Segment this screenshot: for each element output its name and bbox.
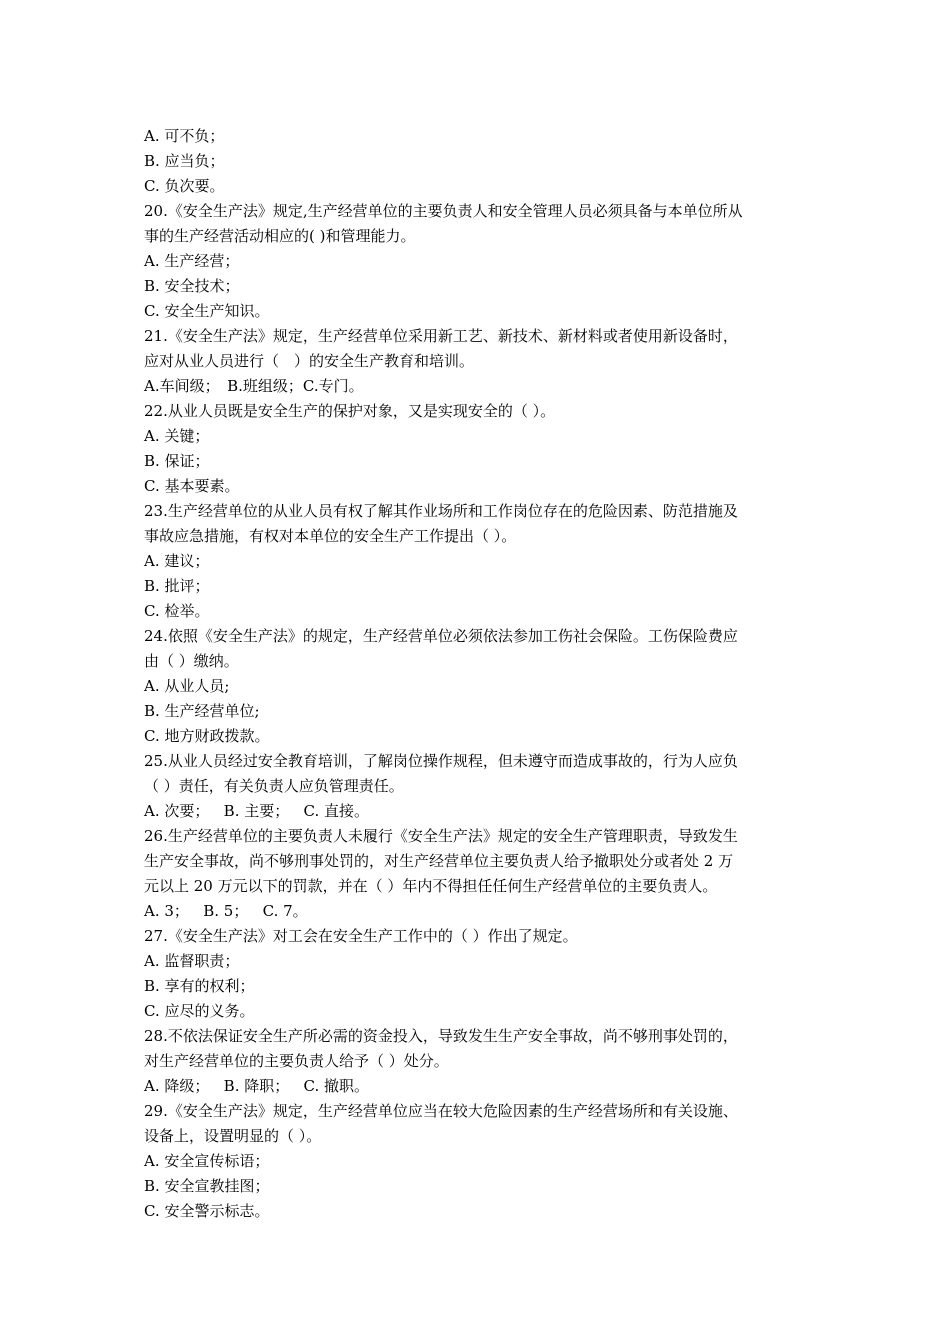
option-line: B. 批评； — [144, 577, 210, 595]
option-line: B. 享有的权利； — [144, 977, 255, 995]
question-20-line-2: 事的生产经营活动相应的( )和管理能力。 — [144, 227, 416, 245]
question-24-line-1: 24.依照《安全生产法》的规定，生产经营单位必须依法参加工伤社会保险。工伤保险费应 — [144, 627, 738, 645]
question-23-line-2: 事故应急措施，有权对本单位的安全生产工作提出（ ）。 — [144, 527, 517, 545]
option-line: A. 安全宣传标语； — [144, 1152, 270, 1170]
option-line: A. 可不负； — [144, 127, 225, 145]
option-line: C. 安全警示标志。 — [144, 1202, 270, 1220]
question-26-line-3: 元以上 20 万元以下的罚款，并在（ ）年内不得担任任何生产经营单位的主要负责人。 — [144, 877, 718, 895]
option-line: B. 安全技术； — [144, 277, 240, 295]
option-line: A. 降级； B. 降职； C. 撤职。 — [144, 1077, 370, 1095]
question-25-line-1: 25.从业人员经过安全教育培训，了解岗位操作规程，但未遵守而造成事故的，行为人应负 — [144, 752, 738, 770]
option-line: B. 安全宣教挂图； — [144, 1177, 270, 1195]
document-page — [144, 124, 814, 1224]
question-21-line-2: 应对从业人员进行（ ）的安全生产教育和培训。 — [144, 352, 475, 370]
option-line: C. 应尽的义务。 — [144, 1002, 255, 1020]
option-line: C. 地方财政拨款。 — [144, 727, 270, 745]
question-28-line-1: 28.不依法保证安全生产所必需的资金投入，导致发生生产安全事故，尚不够刑事处罚的， — [144, 1027, 738, 1045]
option-line: A. 次要； B. 主要； C. 直接。 — [144, 802, 370, 820]
option-line: A. 3； B. 5； C. 7。 — [144, 902, 308, 920]
option-line: A. 生产经营； — [144, 252, 240, 270]
question-22-line-1: 22.从业人员既是安全生产的保护对象，又是实现安全的（ ）。 — [144, 402, 556, 420]
question-20-line-1: 20.《安全生产法》规定,生产经营单位的主要负责人和安全管理人员必须具备与本单位所从 — [144, 202, 743, 220]
option-line: C. 安全生产知识。 — [144, 302, 270, 320]
option-line: A. 建议； — [144, 552, 210, 570]
option-line: C. 负次要。 — [144, 177, 225, 195]
question-26-line-1: 26.生产经营单位的主要负责人未履行《安全生产法》规定的安全生产管理职责，导致发生 — [144, 827, 738, 845]
option-line: B. 生产经营单位; — [144, 702, 260, 720]
option-line: B. 应当负； — [144, 152, 225, 170]
question-26-line-2: 生产安全事故，尚不够刑事处罚的，对生产经营单位主要负责人给予撤职处分或者处 2 万 — [144, 852, 734, 870]
option-line: C. 基本要素。 — [144, 477, 240, 495]
question-21-line-1: 21.《安全生产法》规定，生产经营单位采用新工艺、新技术、新材料或者使用新设备时， — [144, 327, 738, 345]
question-24-line-2: 由（ ）缴纳。 — [144, 652, 239, 670]
question-29-line-1: 29.《安全生产法》规定，生产经营单位应当在较大危险因素的生产经营场所和有关设施、 — [144, 1102, 738, 1120]
option-line: C. 检举。 — [144, 602, 210, 620]
option-line: B. 保证； — [144, 452, 210, 470]
option-line: A. 关键； — [144, 427, 210, 445]
option-line: A. 监督职责； — [144, 952, 240, 970]
option-line: A. 从业人员; — [144, 677, 230, 695]
question-28-line-2: 对生产经营单位的主要负责人给予（ ）处分。 — [144, 1052, 449, 1070]
question-27-line-1: 27.《安全生产法》对工会在安全生产工作中的（ ）作出了规定。 — [144, 927, 578, 945]
question-29-line-2: 设备上，设置明显的（ ）。 — [144, 1127, 322, 1145]
question-23-line-1: 23.生产经营单位的从业人员有权了解其作业场所和工作岗位存在的危险因素、防范措施及 — [144, 502, 738, 520]
option-line: A.车间级； B.班组级；C.专门。 — [144, 377, 364, 395]
question-25-line-2: （ ）责任，有关负责人应负管理责任。 — [144, 777, 404, 795]
